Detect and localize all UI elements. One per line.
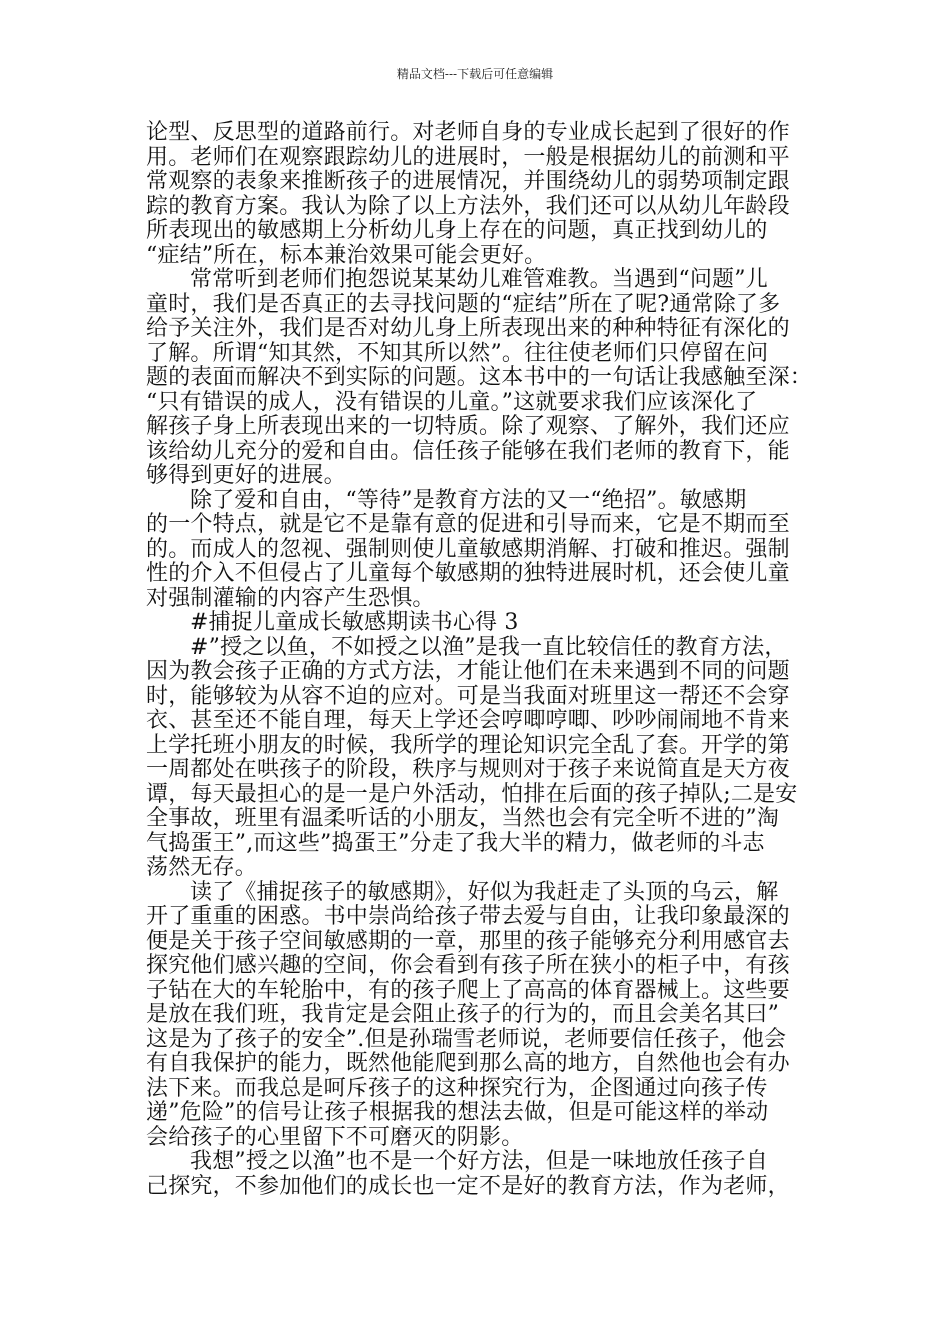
text-line: 给予关注外，我们是否对幼儿身上所表现出来的种种特征有深化的	[146, 316, 790, 341]
paragraph	[146, 636, 816, 881]
text-line: 的一个特点，就是它不是靠有意的促进和引导而来，它是不期而至	[146, 512, 790, 537]
text-line: 所表现出的敏感期上分析幼儿身上存在的问题，真正找到幼儿的	[146, 218, 768, 243]
text-line: 衣、甚至还不能自理，每天上学还会哼唧哼唧、吵吵闹闹地不肯来	[146, 708, 790, 733]
text-line: 法下来。而我总是呵斥孩子的这种探究行为，企图通过向孩子传	[146, 1075, 768, 1101]
text-line: 我想”授之以渔”也不是一个好方法，但是一味地放任孩子自	[190, 1149, 768, 1174]
text-line: 有自我保护的能力，既然他能爬到那么高的地方，自然他也会有办	[146, 1051, 790, 1076]
text-line: 荡然无存。	[146, 855, 258, 880]
text-line: 的。而成人的忽视、强制则使儿童敏感期消解、打破和推迟。强制	[146, 536, 790, 562]
paragraph	[146, 121, 816, 268]
text-line: 上学托班小朋友的时候，我所学的理论知识完全乱了套。开学的第	[146, 732, 790, 758]
text-line: 够得到更好的进展。	[146, 463, 346, 488]
text-line: 气捣蛋王”,而这些”捣蛋王”分走了我大半的精力，做老师的斗志	[146, 830, 765, 856]
text-line: 读了《捕捉孩子的敏感期》，好似为我赶走了头顶的乌云，解	[190, 879, 779, 905]
text-line: 性的介入不但侵占了儿童每个敏感期的独特进展时机，还会使儿童	[146, 561, 790, 586]
text-line: #”授之以鱼，不如授之以渔”是我一直比较信任的教育方法，	[190, 634, 787, 660]
text-line: 递”危险”的信号让孩子根据我的想法去做，但是可能这样的举动	[146, 1100, 769, 1125]
text-line: 用。老师们在观察跟踪幼儿的进展时，一般是根据幼儿的前测和平	[146, 144, 790, 170]
text-line: 踪的教育方案。我认为除了以上方法外，我们还可以从幼儿年龄段	[146, 193, 790, 219]
document-body	[146, 121, 816, 1199]
text-line: 常观察的表象来推断孩子的进展情况，并围绕幼儿的弱势项制定跟	[146, 169, 790, 194]
text-line: 童时，我们是否真正的去寻找问题的“症结”所在了呢?通常除了多	[146, 291, 781, 317]
page-header: 精品文档---下载后可任意编辑	[396, 67, 554, 81]
text-line: 这是为了孩子的安全”.但是孙瑞雪老师说，老师要信任孩子，他会	[146, 1026, 787, 1052]
text-line: 开了重重的困惑。书中崇尚给孩子带去爱与自由，让我印象最深的	[146, 904, 790, 929]
text-line: 己探究，不参加他们的成长也一定不是好的教育方法，作为老师，	[146, 1173, 790, 1199]
paragraph	[146, 881, 816, 1151]
text-line: 解孩子身上所表现出来的一切特质。除了观察、了解外，我们还应	[146, 414, 790, 439]
text-line: 时，能够较为从容不迫的应对。可是当我面对班里这一帮还不会穿	[146, 683, 790, 709]
text-line: 该给幼儿充分的爱和自由。信任孩子能够在我们老师的教育下，能	[146, 438, 790, 464]
text-line: 因为教会孩子正确的方式方法，才能让他们在未来遇到不同的问题	[146, 659, 790, 684]
text-line: 全事故，班里有温柔听话的小朋友，当然也会有完全听不进的”淘	[146, 806, 780, 831]
text-line: 对强制灌输的内容产生恐惧。	[146, 585, 435, 611]
text-line: 谭，每天最担心的是一是户外活动，怕排在后面的孩子掉队;二是安	[146, 781, 798, 807]
text-line: 题的表面而解决不到实际的问题。这本书中的一句话让我感触至深：	[146, 365, 813, 390]
paragraph	[146, 268, 816, 489]
text-line: 常常听到老师们抱怨说某某幼儿难管难教。当遇到“问题”儿	[190, 267, 768, 292]
text-line: 便是关于孩子空间敏感期的一章，那里的孩子能够充分利用感官去	[146, 928, 790, 954]
text-line: 是放在我们班，我肯定是会阻止孩子的行为的，而且会美名其曰”	[146, 1002, 780, 1027]
paragraph	[146, 1150, 816, 1199]
text-line: 论型、反思型的道路前行。对老师自身的专业成长起到了很好的作	[146, 120, 790, 145]
text-line: #捕捉儿童成长敏感期读书心得 3	[190, 610, 519, 635]
text-line: “只有错误的成人，没有错误的儿童。”这就要求我们应该深化了	[146, 389, 758, 415]
paragraph	[146, 611, 816, 636]
text-line: 子钻在大的车轮胎中，有的孩子爬上了高高的体育器械上。这些要	[146, 977, 790, 1003]
text-line: 一周都处在哄孩子的阶段，秩序与规则对于孩子来说简直是天方夜	[146, 757, 790, 782]
paragraph	[146, 489, 816, 612]
text-line: 会给孩子的心里留下不可磨灭的阴影。	[146, 1124, 524, 1150]
text-line: 除了爱和自由，“等待”是教育方法的又一“绝招”。敏感期	[190, 487, 747, 513]
text-line: 了解。所谓“知其然，不知其所以然”。往往使老师们只停留在问	[146, 340, 769, 366]
text-line: 探究他们感兴趣的空间，你会看到有孩子所在狭小的柜子中，有孩	[146, 953, 790, 978]
text-line: “症结”所在，标本兼治效果可能会更好。	[146, 242, 547, 268]
